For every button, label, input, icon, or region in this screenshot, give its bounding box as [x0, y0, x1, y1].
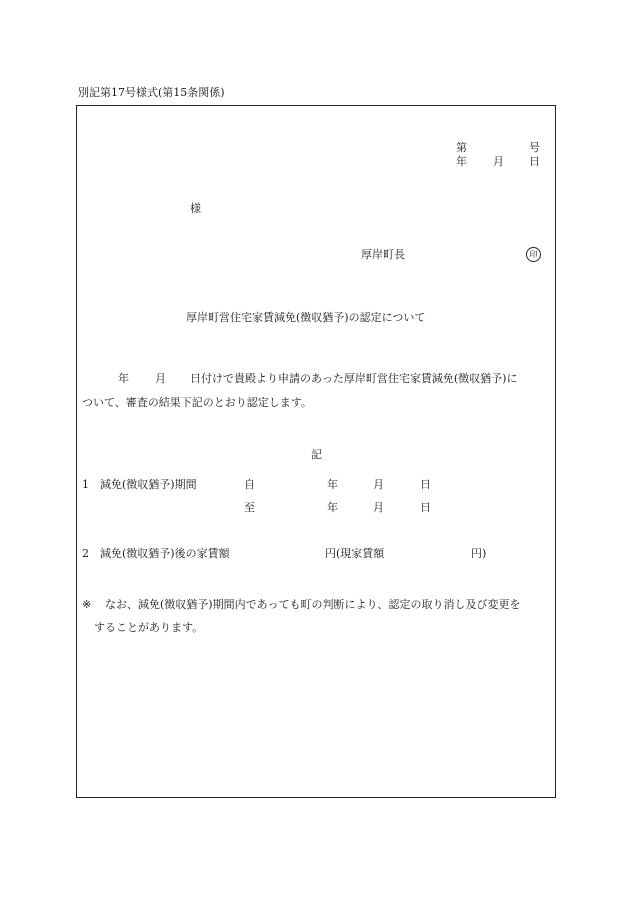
item1-to-day: 日 — [420, 501, 431, 514]
item1-to-year: 年 — [327, 501, 338, 514]
ki-heading: 記 — [311, 448, 322, 461]
doc-number-suffix: 号 — [529, 141, 540, 154]
issuer-name: 厚岸町長 — [361, 248, 405, 261]
item1-to-month: 月 — [373, 501, 384, 514]
item1-from-month: 月 — [373, 478, 384, 491]
note-mark: ※ — [82, 598, 92, 611]
addressee-suffix: 様 — [190, 202, 201, 215]
doc-number-prefix: 第 — [456, 141, 467, 154]
item1-label: 減免(徴収猶予)期間 — [100, 478, 197, 491]
item1-from-year: 年 — [327, 478, 338, 491]
body-month: 月 — [155, 372, 166, 385]
date-day: 日 — [529, 155, 540, 168]
form-title: 別記第17号様式(第15条関係) — [78, 86, 225, 99]
item1-from: 自 — [244, 478, 255, 491]
note-line-1: なお、減免(徴収猶予)期間内であっても町の判断により、認定の取り消し及び変更を — [105, 598, 521, 611]
item1-from-day: 日 — [420, 478, 431, 491]
body-line-1: 日付けで貴殿より申請のあった厚岸町営住宅家賃減免(徴収猶予)に — [190, 372, 518, 385]
note-line-2: することがあります。 — [94, 621, 204, 634]
item2-current-rent: 円(現家賃額 — [325, 547, 385, 560]
item2-number: 2 — [82, 547, 89, 560]
date-month: 月 — [493, 155, 504, 168]
subject-line: 厚岸町営住宅家賃減免(徴収猶予)の認定について — [186, 311, 426, 324]
official-seal-icon: 印 — [526, 247, 541, 262]
item2-close: 円) — [471, 547, 487, 560]
body-year: 年 — [118, 372, 129, 385]
item1-to: 至 — [244, 501, 255, 514]
date-year: 年 — [456, 155, 467, 168]
item2-label: 減免(徴収猶予)後の家賃額 — [100, 547, 230, 560]
item1-number: 1 — [82, 478, 89, 491]
body-line-2: ついて、審査の結果下記のとおり認定します。 — [82, 396, 312, 409]
